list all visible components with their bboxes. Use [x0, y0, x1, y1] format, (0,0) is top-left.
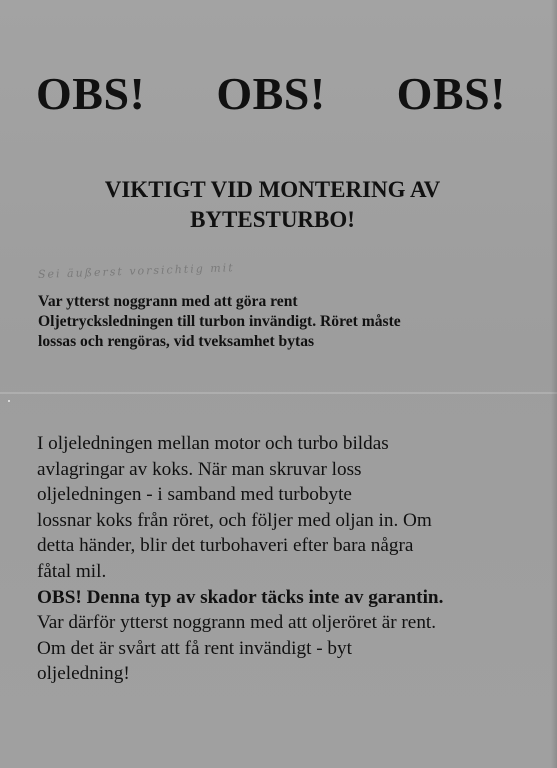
body-line-10: oljeledning!	[37, 663, 130, 685]
body-line-1: I oljeledningen mellan motor och turbo bildas	[37, 433, 389, 454]
warning-line-2: Oljetrycksledningen till turbon invändigt. Röret måste	[38, 313, 401, 330]
warning-line-1: Var ytterst noggrann med att göra rent	[38, 293, 298, 310]
body-line-2: avlagringar av koks. När man skruvar loss	[37, 458, 362, 480]
body-line-5: detta händer, blir det turbohaveri efter bara några	[37, 535, 414, 557]
obs-heading-2: OBS!	[216, 68, 326, 119]
obs-heading-3: OBS!	[396, 68, 506, 119]
paper-edge-shadow	[551, 0, 557, 768]
warning-line-3: lossas och rengöras, vid tveksamhet bytas	[38, 333, 315, 350]
body-line-4: lossnar koks från röret, och följer med oljan in. Om	[37, 509, 432, 531]
subtitle-line-2: BYTESTURBO!	[190, 207, 355, 232]
body-line-8: Var därför ytterst noggrann med att oljeröret är rent.	[37, 612, 437, 634]
body-line-9: Om det är svårt att få rent invändigt - byt	[37, 637, 352, 659]
obs-heading-1: OBS!	[36, 68, 146, 119]
subtitle-line-1: VIKTIGT VID MONTERING AV	[104, 177, 441, 202]
warning-paragraph	[38, 292, 538, 352]
paper-speck	[8, 400, 10, 402]
page-subtitle	[60, 175, 485, 235]
body-line-6: fåtal mil.	[37, 560, 107, 582]
guarantee-warning-line: OBS! Denna typ av skador täcks inte av garantin.	[37, 586, 444, 608]
body-line-3: oljeledningen - i samband med turbobyte	[37, 484, 352, 506]
body-paragraph	[37, 431, 537, 687]
obs-header	[36, 68, 506, 120]
handwritten-note: Sei äußerst vorsichtig mit	[37, 261, 235, 281]
paper-fold	[0, 392, 557, 394]
